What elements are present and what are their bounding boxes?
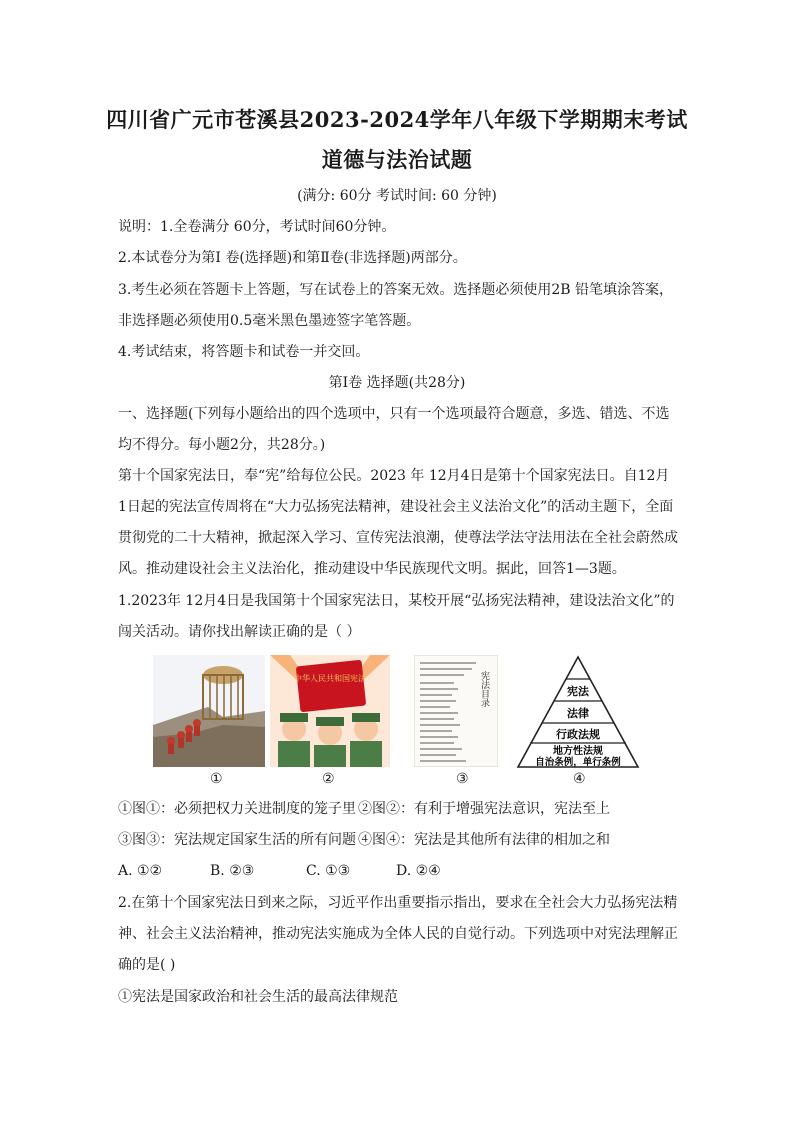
q1-statement: ③图③：宪法规定国家生活的所有问题 [118, 832, 356, 848]
q1-statement: ④图④：宪法是其他所有法律的相加之和 [358, 832, 610, 848]
q1-statement: ①图①：必须把权力关进制度的笼子里 [118, 801, 356, 817]
instruction-line: 说明：1.全卷满分 60分，考试时间60分钟。 [118, 219, 396, 235]
q1-option-c[interactable]: C. ①③ [306, 863, 351, 879]
q1-figures [0, 655, 794, 795]
q2-statement: ①宪法是国家政治和社会生活的最高法律规范 [118, 989, 398, 1005]
material-line: 1日起的宪法宣传周将在“大力弘扬宪法精神，建设社会主义法治文化”的活动主题下，全面 [118, 499, 674, 515]
q1-option-b[interactable]: B. ②③ [210, 863, 255, 879]
section-title: 第Ⅰ卷 选择题(共28分) [328, 375, 466, 391]
q2-stem: 2.在第十个国家宪法日到来之际，习近平作出重要指示指出，要求在全社会大力弘扬宪法精 [118, 895, 678, 911]
figure-constitution-contents [414, 655, 498, 767]
instruction-line: 2.本试卷分为第Ⅰ 卷(选择题)和第Ⅱ卷(非选择题)两部分。 [118, 250, 467, 266]
exam-title: 四川省广元市苍溪县2023-2024学年八年级下学期期末考试 [106, 107, 688, 132]
fig2-book-title: 中华人民共和国宪法 [294, 674, 366, 683]
q2-stem: 确的是( ) [118, 957, 176, 973]
figure-label: ① [210, 771, 223, 787]
q1-option-d[interactable]: D. ②④ [396, 863, 441, 879]
figure-label: ② [322, 771, 335, 787]
q1-statement: ②图②：有利于增强宪法意识，宪法至上 [358, 801, 610, 817]
figure-label: ③ [456, 771, 469, 787]
section-intro: 一、选择题(下列每小题给出的四个选项中，只有一个选项最符合题意，多选、错选、不选 [118, 406, 670, 422]
exam-meta: (满分: 60分 考试时间: 60 分钟) [297, 188, 497, 204]
q1-statements-row [118, 799, 684, 819]
material-line: 贯彻党的二十大精神，掀起深入学习、宣传宪法浪潮，使尊法学法守法用法在全社会蔚然成 [118, 530, 678, 546]
figure-constitution-soldiers [270, 655, 390, 767]
pyramid-level: 宪法 [567, 685, 589, 698]
q1-stem: 1.2023年 12月4日是我国第十个国家宪法日，某校开展“弘扬宪法精神，建设法治文化”的 [118, 593, 675, 609]
fig3-heading: 宪法目录 [479, 671, 489, 707]
section-intro: 均不得分。每小题2分，共28分。) [118, 437, 326, 453]
pyramid-level: 行政法规 [556, 728, 600, 741]
instruction-line: 3.考生必须在答题卡上答题，写在试卷上的答案无效。选择题必须使用2B 铅笔填涂答案， [118, 282, 674, 298]
pyramid-level: 地方性法规 [553, 746, 603, 757]
figure-label: ④ [573, 771, 586, 787]
material-line: 第十个国家宪法日，奉“宪”给每位公民。2023 年 12月4日是第十个国家宪法日。自12月 [118, 468, 670, 484]
q2-stem: 神、社会主义法治精神，推动宪法实施成为全体人民的自觉行动。下列选项中对宪法理解正 [118, 926, 678, 942]
instruction-line: 非选择题必须使用0.5毫米黑色墨迹签字笔答题。 [118, 313, 421, 329]
pyramid-level: 自治条例，单行条例 [535, 757, 621, 768]
q1-statements-row [118, 830, 684, 850]
material-line: 风。推动建设社会主义法治化，推动建设中华民族现代文明。据此，回答1—3题。 [118, 561, 626, 577]
pyramid-level: 法律 [567, 707, 589, 720]
figure-law-pyramid [516, 655, 640, 769]
q1-options-row [118, 861, 684, 881]
exam-subject: 道德与法治试题 [321, 147, 473, 172]
q1-option-a[interactable]: A. ①② [118, 863, 163, 879]
q1-stem: 闯关活动。请你找出解读正确的是（ ） [118, 624, 361, 640]
figure-cage [153, 655, 265, 767]
instruction-line: 4.考试结束，将答题卡和试卷一并交回。 [118, 344, 370, 360]
